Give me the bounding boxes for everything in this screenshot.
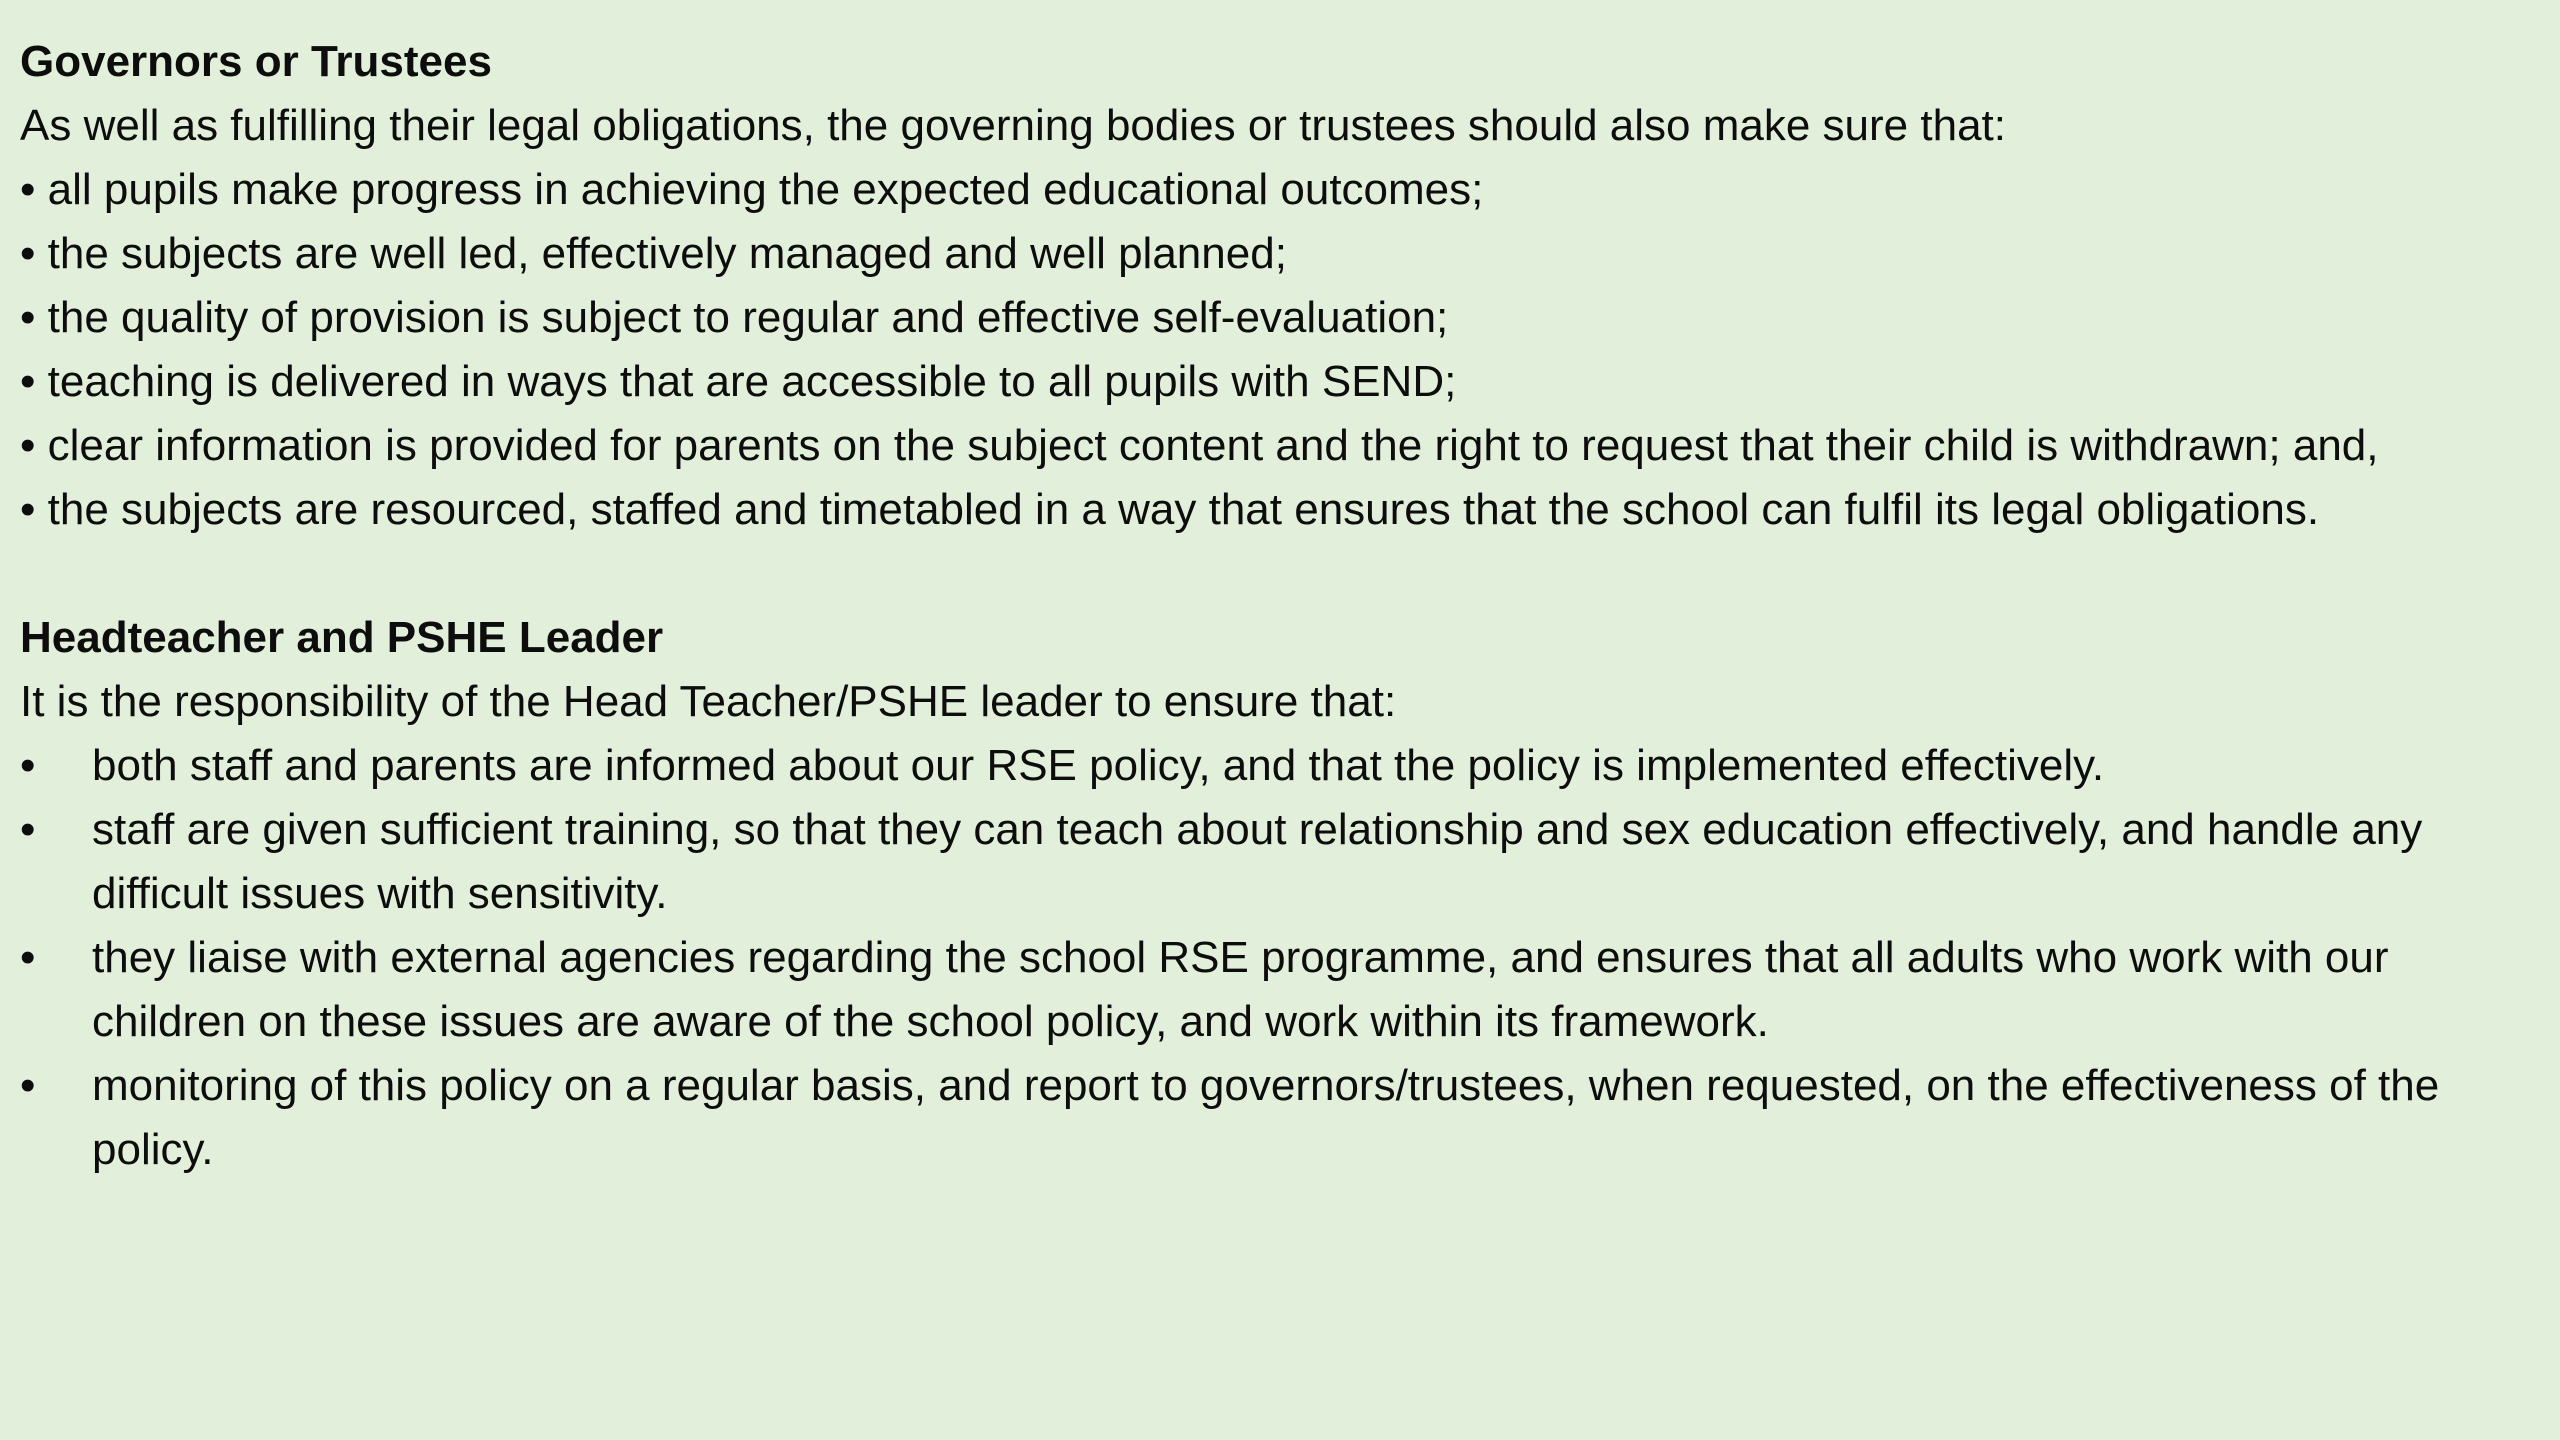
headteacher-item <box>20 798 2540 926</box>
headteacher-item <box>20 734 2540 798</box>
bullet-icon: • <box>20 805 36 854</box>
governors-item: • the subjects are well led, effectively managed and well planned; <box>20 229 1287 278</box>
governors-item: • the subjects are resourced, staffed and timetabled in a way that ensures that the school can fulfil its legal obligations. <box>20 485 2320 534</box>
headteacher-item-text: both staff and parents are informed about our RSE policy, and that the policy is implemented effectively. <box>92 741 2105 790</box>
section-spacer <box>20 542 2540 606</box>
headteacher-item <box>20 926 2540 1054</box>
governors-item: • clear information is provided for parents on the subject content and the right to request that their child is withdrawn; and, <box>20 421 2379 470</box>
bullet-icon: • <box>20 741 36 790</box>
governors-item: • teaching is delivered in ways that are accessible to all pupils with SEND; <box>20 357 1457 406</box>
headteacher-item-text: monitoring of this policy on a regular basis, and report to governors/trustees, when requested, on the effectiveness of the policy. <box>92 1061 2440 1174</box>
headteacher-list <box>20 734 2540 1182</box>
governors-heading: Governors or Trustees <box>20 37 492 86</box>
headteacher-item-text: staff are given sufficient training, so that they can teach about relationship and sex education effectively, and handle any difficult issues with sensitivity. <box>92 805 2423 918</box>
governors-section <box>20 30 2540 542</box>
headteacher-heading: Headteacher and PSHE Leader <box>20 613 664 662</box>
bullet-icon: • <box>20 1061 36 1110</box>
headteacher-item <box>20 1054 2540 1182</box>
governors-intro: As well as fulfilling their legal obligations, the governing bodies or trustees should also make sure that: <box>20 101 2006 150</box>
headteacher-intro: It is the responsibility of the Head Teacher/PSHE leader to ensure that: <box>20 677 1397 726</box>
headteacher-item-text: they liaise with external agencies regarding the school RSE programme, and ensures that all adults who work with our children on these issues are aware of the school policy, and work within its framework. <box>92 933 2389 1046</box>
governors-item: • all pupils make progress in achieving the expected educational outcomes; <box>20 165 1484 214</box>
governors-item: • the quality of provision is subject to regular and effective self-evaluation; <box>20 293 1449 342</box>
headteacher-section <box>20 606 2540 1182</box>
bullet-icon: • <box>20 933 36 982</box>
